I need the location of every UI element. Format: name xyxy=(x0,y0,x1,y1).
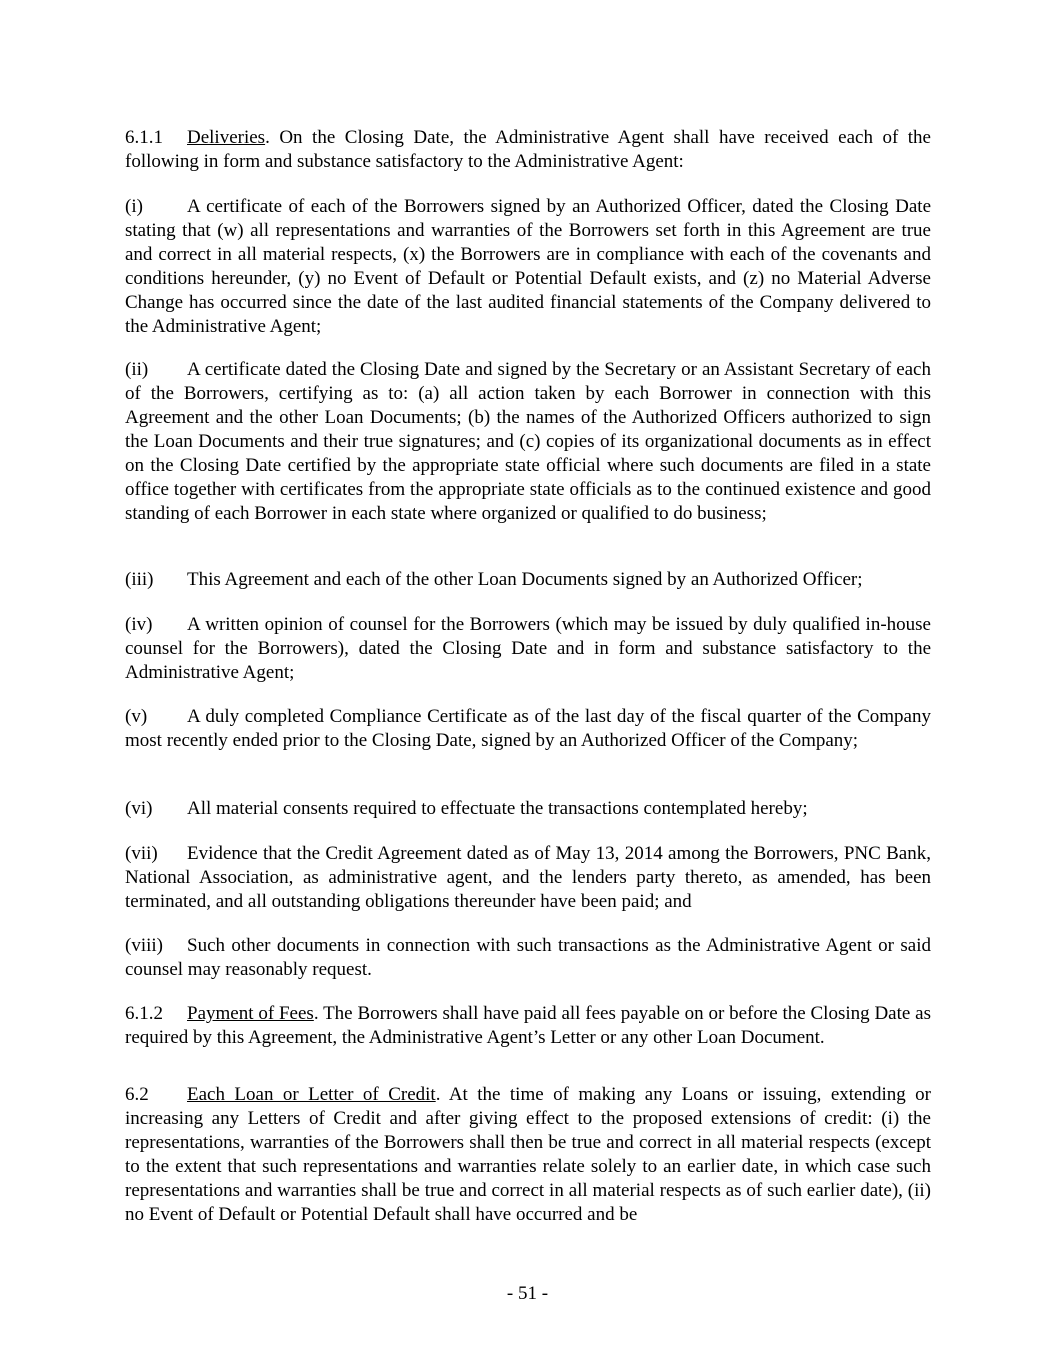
section-6-1-2 xyxy=(125,1002,931,1050)
item-label: (iv) xyxy=(125,614,153,635)
item-vii xyxy=(125,842,931,914)
item-text: A written opinion of counsel for the Borrowers (which may be issued by duly qualified in-house counsel for the Borrowers), dated the Closing Date and in form and substance satisfactory to the Administrative Agent; xyxy=(125,614,931,683)
item-text: This Agreement and each of the other Loan Documents signed by an Authorized Officer; xyxy=(187,569,863,590)
item-label: (viii) xyxy=(125,935,163,956)
item-text: Such other documents in connection with such transactions as the Administrative Agent or said counsel may reasonably request. xyxy=(125,935,931,980)
item-text: A certificate of each of the Borrowers signed by an Authorized Officer, dated the Closing Date stating that (w) all representations and warranties of the Borrowers set forth in this Agreement are true and correct in all material respects, (x) the Borrowers are in compliance with each of the covenants and conditions hereunder, (y) no Event of Default or Potential Default exists, and (z) no Material Adverse Change has occurred since the date of the last audited financial statements of the Company delivered to the Administrative Agent; xyxy=(125,196,931,337)
item-iv xyxy=(125,613,931,685)
section-6-2 xyxy=(125,1083,931,1227)
page-number: - 51 - xyxy=(506,1283,549,1304)
item-viii xyxy=(125,934,931,982)
section-6-1-1 xyxy=(125,126,931,174)
section-number: 6.1.2 xyxy=(125,1003,163,1024)
item-label: (iii) xyxy=(125,569,154,590)
section-text: . On the Closing Date, the Administrative Agent shall have received each of the following in form and substance satisfactory to the Administrative Agent: xyxy=(125,127,931,172)
item-text: All material consents required to effectuate the transactions contemplated hereby; xyxy=(187,798,808,819)
section-heading: Each Loan or Letter of Credit xyxy=(187,1084,436,1105)
item-v xyxy=(125,705,931,753)
item-vi xyxy=(125,797,931,821)
section-heading: Deliveries xyxy=(187,127,266,148)
section-number: 6.2 xyxy=(125,1084,149,1105)
section-text: . At the time of making any Loans or issuing, extending or increasing any Letters of Credit and after giving effect to the proposed extensions of credit: (i) the representations, warranties of the Borrowers shall then be true and correct in all material respects (except to the extent that such representations and warranties relate solely to an earlier date, in which case such representations and warranties shall be true and correct in all material respects as of such earlier date), (ii) no Event of Default or Potential Default shall have occurred and be xyxy=(125,1084,931,1225)
item-i xyxy=(125,195,931,339)
item-label: (v) xyxy=(125,706,148,727)
item-text: A duly completed Compliance Certificate as of the last day of the fiscal quarter of the Company most recently ended prior to the Closing Date, signed by an Authorized Officer of the Company; xyxy=(125,706,931,751)
item-label: (vi) xyxy=(125,798,153,819)
section-text: . The Borrowers shall have paid all fees payable on or before the Closing Date as required by this Agreement, the Administrative Agent’s Letter or any other Loan Document. xyxy=(125,1003,931,1048)
item-label: (vii) xyxy=(125,843,158,864)
item-iii xyxy=(125,568,931,592)
section-number: 6.1.1 xyxy=(125,127,163,148)
section-heading: Payment of Fees xyxy=(187,1003,314,1024)
item-label: (ii) xyxy=(125,359,149,380)
item-text: Evidence that the Credit Agreement dated as of May 13, 2014 among the Borrowers, PNC Bank, National Association, as administrative agent, and the lenders party thereto, as amended, has been terminated, and all outstanding obligations thereunder have been paid; and xyxy=(125,843,931,912)
item-label: (i) xyxy=(125,196,143,217)
item-ii xyxy=(125,358,931,526)
item-text: A certificate dated the Closing Date and signed by the Secretary or an Assistant Secretary of each of the Borrowers, certifying as to: (a) all action taken by each Borrower in connection with this Agreement and the other Loan Documents; (b) the names of the Authorized Officers authorized to sign the Loan Documents and their true signatures; and (c) copies of its organizational documents as in effect on the Closing Date certified by the appropriate state official where such documents are filed in a state office together with certificates from the appropriate state officials as to the continued existence and good standing of each Borrower in each state where organized or qualified to do business; xyxy=(125,359,931,524)
